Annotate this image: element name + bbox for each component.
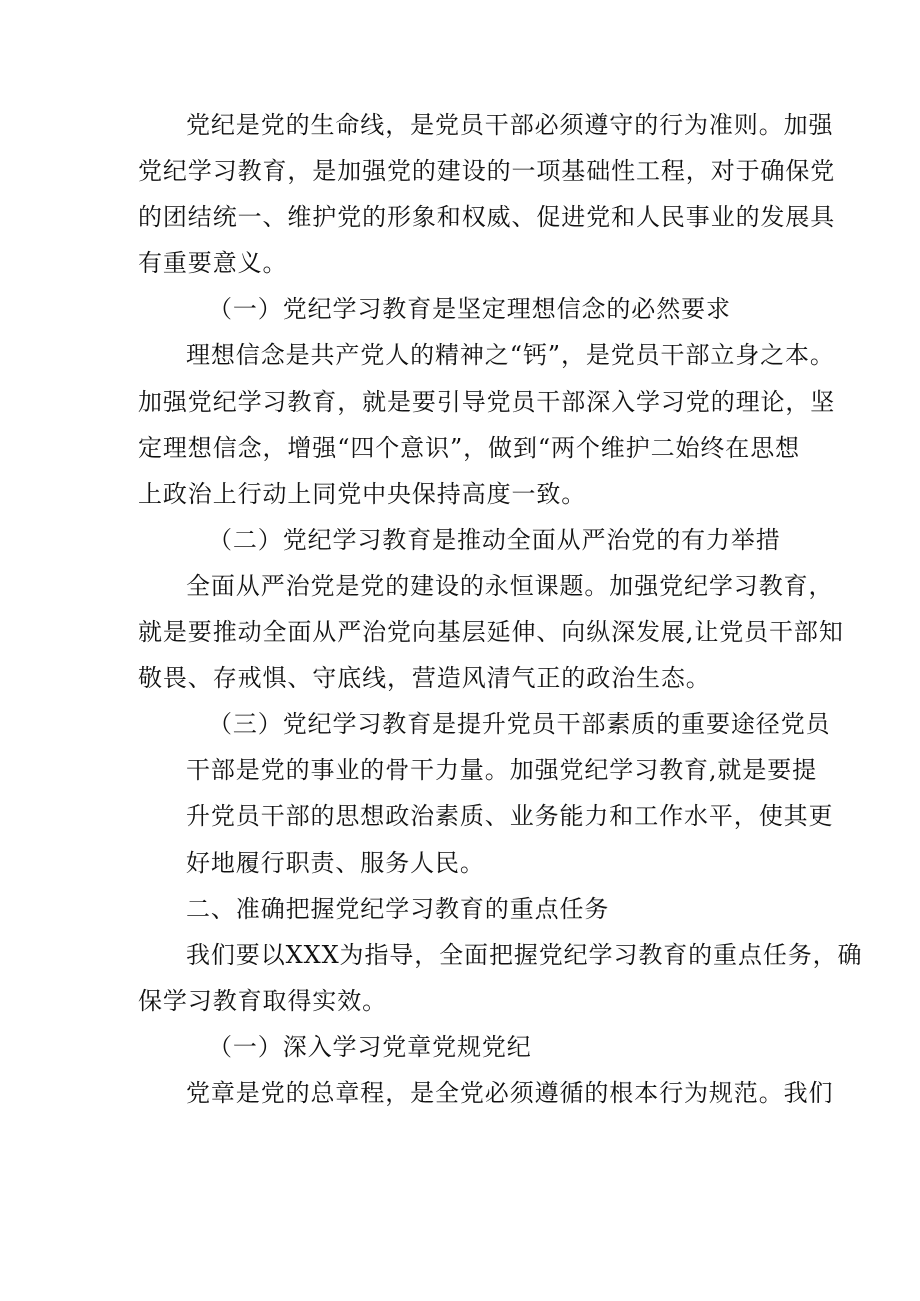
- section-heading: （三）党纪学习教育是提升党员干部素质的重要途径党员: [208, 710, 831, 739]
- section-heading: （一）党纪学习教育是坚定理想信念的必然要求: [208, 295, 731, 324]
- text-line: 党纪是党的生命线，是党员干部必须遵守的行为准则。加强: [186, 111, 834, 139]
- text-line: 定理想信念，增强“四个意识”，做到“两个维护二始终在思想: [138, 433, 801, 462]
- text-line: 党纪学习教育，是加强党的建设的一项基础性工程，对于确保党: [138, 157, 836, 186]
- section-heading: （二）党纪学习教育是推动全面从严治党的有力举措: [208, 525, 781, 554]
- section-heading: （一）深入学习党章党规党纪: [208, 1032, 532, 1061]
- text-line: 理想信念是共产党人的精神之“钙”，是党员干部立身之本。: [186, 341, 835, 370]
- text-line: 的团结统一、维护党的形象和权威、促进党和人民事业的发展具: [138, 203, 836, 232]
- text-line: 保学习教育取得实效。: [138, 986, 387, 1015]
- text-line: 全面从严治党是党的建设的永恒课题。加强党纪学习教育，: [186, 571, 834, 600]
- text-line: 加强党纪学习教育，就是要引导党员干部深入学习党的理论，坚: [138, 387, 836, 416]
- text-line: 党章是党的总章程，是全党必须遵循的根本行为规范。我们: [186, 1078, 834, 1107]
- text-line: 我们要以XXX为指导，全面把握党纪学习教育的重点任务，确: [186, 940, 863, 969]
- text-line: 就是要推动全面从严治党向基层延伸、向纵深发展,让党员干部知: [138, 618, 844, 647]
- section-heading: 二、准确把握党纪学习教育的重点任务: [186, 894, 610, 923]
- text-line: 干部是党的事业的骨干力量。加强党纪学习教育,就是要提: [186, 756, 818, 785]
- text-line: 有重要意义。: [138, 249, 288, 278]
- text-line: 敬畏、存戒惧、守底线，营造风清气正的政治生态。: [138, 664, 711, 693]
- text-line: 升党员干部的思想政治素质、业务能力和工作水平，使其更: [186, 802, 834, 831]
- text-line: 上政治上行动上同党中央保持高度一致。: [138, 479, 587, 508]
- text-line: 好地履行职责、服务人民。: [186, 848, 485, 877]
- document-body: [138, 102, 863, 1116]
